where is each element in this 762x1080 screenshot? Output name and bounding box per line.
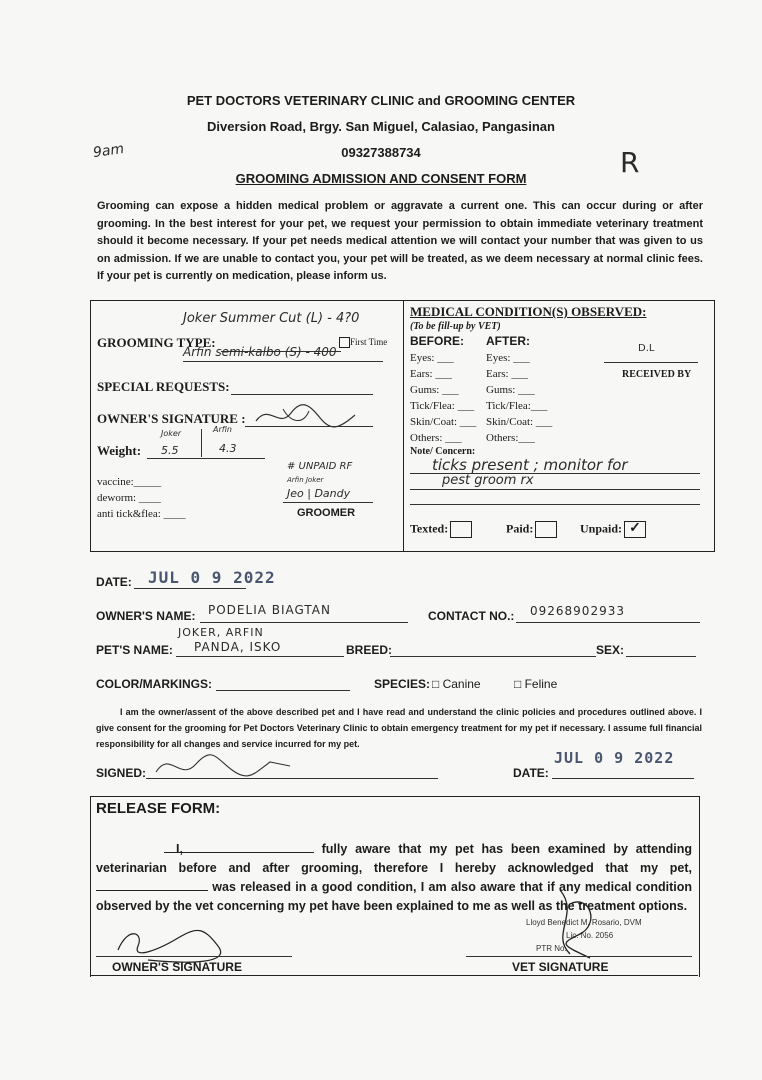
release-text-2: fully aware that my pet has been examined by attending veterinarian before and after grooming, therefore I hereby acknowledged that my pet, <box>96 842 692 875</box>
texted-field[interactable] <box>410 521 472 538</box>
weight-line <box>147 458 265 459</box>
deworm-label: deworm: ____ <box>97 492 161 504</box>
note-rule-3 <box>410 504 700 505</box>
contact-value: 09268902933 <box>530 604 625 618</box>
first-time-box[interactable] <box>339 337 350 348</box>
vet-stamp-lic: Lic. No. 2056 <box>566 931 614 940</box>
release-owner-blank <box>164 852 314 853</box>
groomer-label: GROOMER <box>297 507 356 519</box>
groomer-names: Jeo | Dandy <box>287 487 351 500</box>
vet-stamp-name: Lloyd Benedict M. Rosario, DVM <box>526 918 642 927</box>
intro-paragraph <box>97 198 703 286</box>
color-line <box>216 690 350 691</box>
weight-label: Weight: <box>97 443 142 458</box>
unpaid-note: # UNPAID RF <box>287 461 353 472</box>
unpaid-checkbox[interactable]: ✓ <box>624 521 646 538</box>
first-time-label: First Time <box>350 337 388 347</box>
pet-name-line <box>176 656 344 657</box>
note-label: Note/ Concern: <box>410 446 476 457</box>
paid-checkbox[interactable] <box>535 521 557 538</box>
release-title: RELEASE FORM: <box>96 800 221 817</box>
pet-names-value: PANDA, ISKO <box>194 640 282 654</box>
form-title: GROOMING ADMISSION AND CONSENT FORM <box>235 171 527 186</box>
handwritten-time: 9am <box>92 140 126 162</box>
special-requests-line <box>231 394 373 395</box>
weight-divider <box>201 429 202 457</box>
after-label: AFTER: <box>486 334 530 348</box>
weight-joker: 5.5 <box>161 444 179 457</box>
pet-name-label: PET'S NAME: <box>96 643 173 657</box>
before-skincoat: Skin/Coat: ___ <box>410 416 477 428</box>
grooming-type-label: GROOMING TYPE: <box>97 335 216 350</box>
antitick-label: anti tick&flea: ____ <box>97 508 186 520</box>
weight-arfin: 4.3 <box>219 442 237 455</box>
date-label: DATE: <box>96 575 132 589</box>
consent-text: I am the owner/assent of the above described pet and I have read and understand the clinic policies and procedures outlined above. I give consent for the grooming for Pet Doctors Veterinary Clinic to obtain emergency treatment for my pet if necessary. I assume full financial responsibility for all changes and service incurred for my pet. <box>96 707 702 749</box>
breed-label: BREED: <box>346 643 393 657</box>
owner-sig-line <box>96 956 292 957</box>
after-ears: Ears: ___ <box>486 368 528 380</box>
clinic-address: Diversion Road, Brgy. San Miguel, Calasiao, Pangasinan <box>207 119 555 134</box>
handwritten-mark: R <box>620 146 640 179</box>
feline-option[interactable]: □ Feline <box>514 677 558 691</box>
vet-stamp-ptr: PTR No. <box>536 944 567 953</box>
after-others: Others:___ <box>486 432 535 444</box>
weight-arfin-name: Arfin <box>213 425 232 434</box>
owner-name-line <box>200 622 408 623</box>
date2-stamp: JUL 0 9 2022 <box>554 749 675 767</box>
received-line <box>604 362 698 363</box>
texted-label: Texted: <box>410 521 449 536</box>
date2-line <box>552 778 694 779</box>
groomer-names-top: Arfin Joker <box>287 476 324 484</box>
medical-subtitle: (To be fill-up by VET) <box>410 321 501 332</box>
before-others: Others: ___ <box>410 432 462 444</box>
after-tickflea: Tick/Flea:___ <box>486 400 548 412</box>
vet-sig-line <box>466 956 692 957</box>
grooming-entry-line <box>183 361 383 362</box>
vet-signature-scribble <box>540 884 620 964</box>
unpaid-label: Unpaid: <box>580 521 623 536</box>
first-time-checkbox[interactable] <box>339 337 387 348</box>
vaccine-label: vaccine:_____ <box>97 476 162 488</box>
grooming-entry-2: Arfin semi-kalbo (S) - 400 <box>183 345 337 359</box>
received-initials: D.L <box>638 343 655 354</box>
note-line-1: ticks present ; monitor for <box>432 456 628 474</box>
before-label: BEFORE: <box>410 334 464 348</box>
note-rule-2 <box>410 489 700 490</box>
release-text-3: was released in a good condition, I am also aware that if any medical condition observed by the vet concerning my pet have been explained to me as well as the treatment options. <box>96 880 692 913</box>
medical-box <box>402 300 715 552</box>
contact-label: CONTACT NO.: <box>428 609 515 623</box>
paid-field[interactable] <box>506 521 557 538</box>
owner-signature-scribble-2 <box>150 748 300 784</box>
clinic-name: PET DOCTORS VETERINARY CLINIC and GROOMING CENTER <box>186 93 576 108</box>
before-tickflea: Tick/Flea: ___ <box>410 400 475 412</box>
medical-title: MEDICAL CONDITION(S) OBSERVED: <box>410 304 647 319</box>
species-label: SPECIES: <box>374 677 431 691</box>
date-line <box>134 588 246 589</box>
owner-signature-label: OWNER'S SIGNATURE : <box>97 411 246 426</box>
signed-label: SIGNED: <box>96 766 147 780</box>
texted-checkbox[interactable] <box>450 521 472 538</box>
owner-name-label: OWNER'S NAME: <box>96 609 196 623</box>
grooming-entry-1: Joker Summer Cut (L) - 4?0 <box>183 311 360 326</box>
before-ears: Ears: ___ <box>410 368 452 380</box>
contact-line <box>516 622 700 623</box>
intro-text: Grooming can expose a hidden medical problem or aggravate a current one. This can occur during or after grooming. In the best interest for your pet, we request your permission to obtain immediate veterinary treatment should it become necessary. If your pet needs medical attention we will contact your number that was given to us on admission. If we are unable to contact you, your pet will be treated, as we deem necessary at normal clinic fees. If your pet is currently on medication, please inform us. <box>97 200 703 282</box>
release-bottom-rule <box>90 975 698 976</box>
owner-name-value: PODELIA BIAGTAN <box>208 603 331 617</box>
clinic-phone: 09327388734 <box>341 145 421 160</box>
canine-option[interactable]: □ Canine <box>432 677 481 691</box>
paid-label: Paid: <box>506 521 534 536</box>
unpaid-field[interactable] <box>580 521 646 538</box>
before-eyes: Eyes: ___ <box>410 352 454 364</box>
sex-line <box>626 656 696 657</box>
release-text-1: I, <box>176 842 183 856</box>
consent-paragraph <box>96 704 702 752</box>
groomer-line <box>283 502 373 503</box>
owner-sig-label: OWNER'S SIGNATURE <box>112 960 242 974</box>
special-requests-label: SPECIAL REQUESTS: <box>97 379 230 394</box>
before-gums: Gums: ___ <box>410 384 459 396</box>
breed-line <box>390 656 596 657</box>
received-by-label: RECEIVED BY <box>622 369 692 380</box>
after-gums: Gums: ___ <box>486 384 535 396</box>
owner-signature-scribble <box>251 399 361 433</box>
pet-names-top: JOKER, ARFIN <box>178 626 264 639</box>
weight-joker-name: Joker <box>161 429 182 438</box>
color-label: COLOR/MARKINGS: <box>96 677 212 691</box>
after-skincoat: Skin/Coat: ___ <box>486 416 553 428</box>
vet-sig-label: VET SIGNATURE <box>512 960 609 974</box>
grooming-box <box>90 300 404 552</box>
sex-label: SEX: <box>596 643 625 657</box>
date-stamp: JUL 0 9 2022 <box>148 568 276 587</box>
release-pet-blank <box>96 890 208 891</box>
after-eyes: Eyes: ___ <box>486 352 530 364</box>
date2-label: DATE: <box>513 766 549 780</box>
note-line-2: pest groom rx <box>442 473 534 488</box>
